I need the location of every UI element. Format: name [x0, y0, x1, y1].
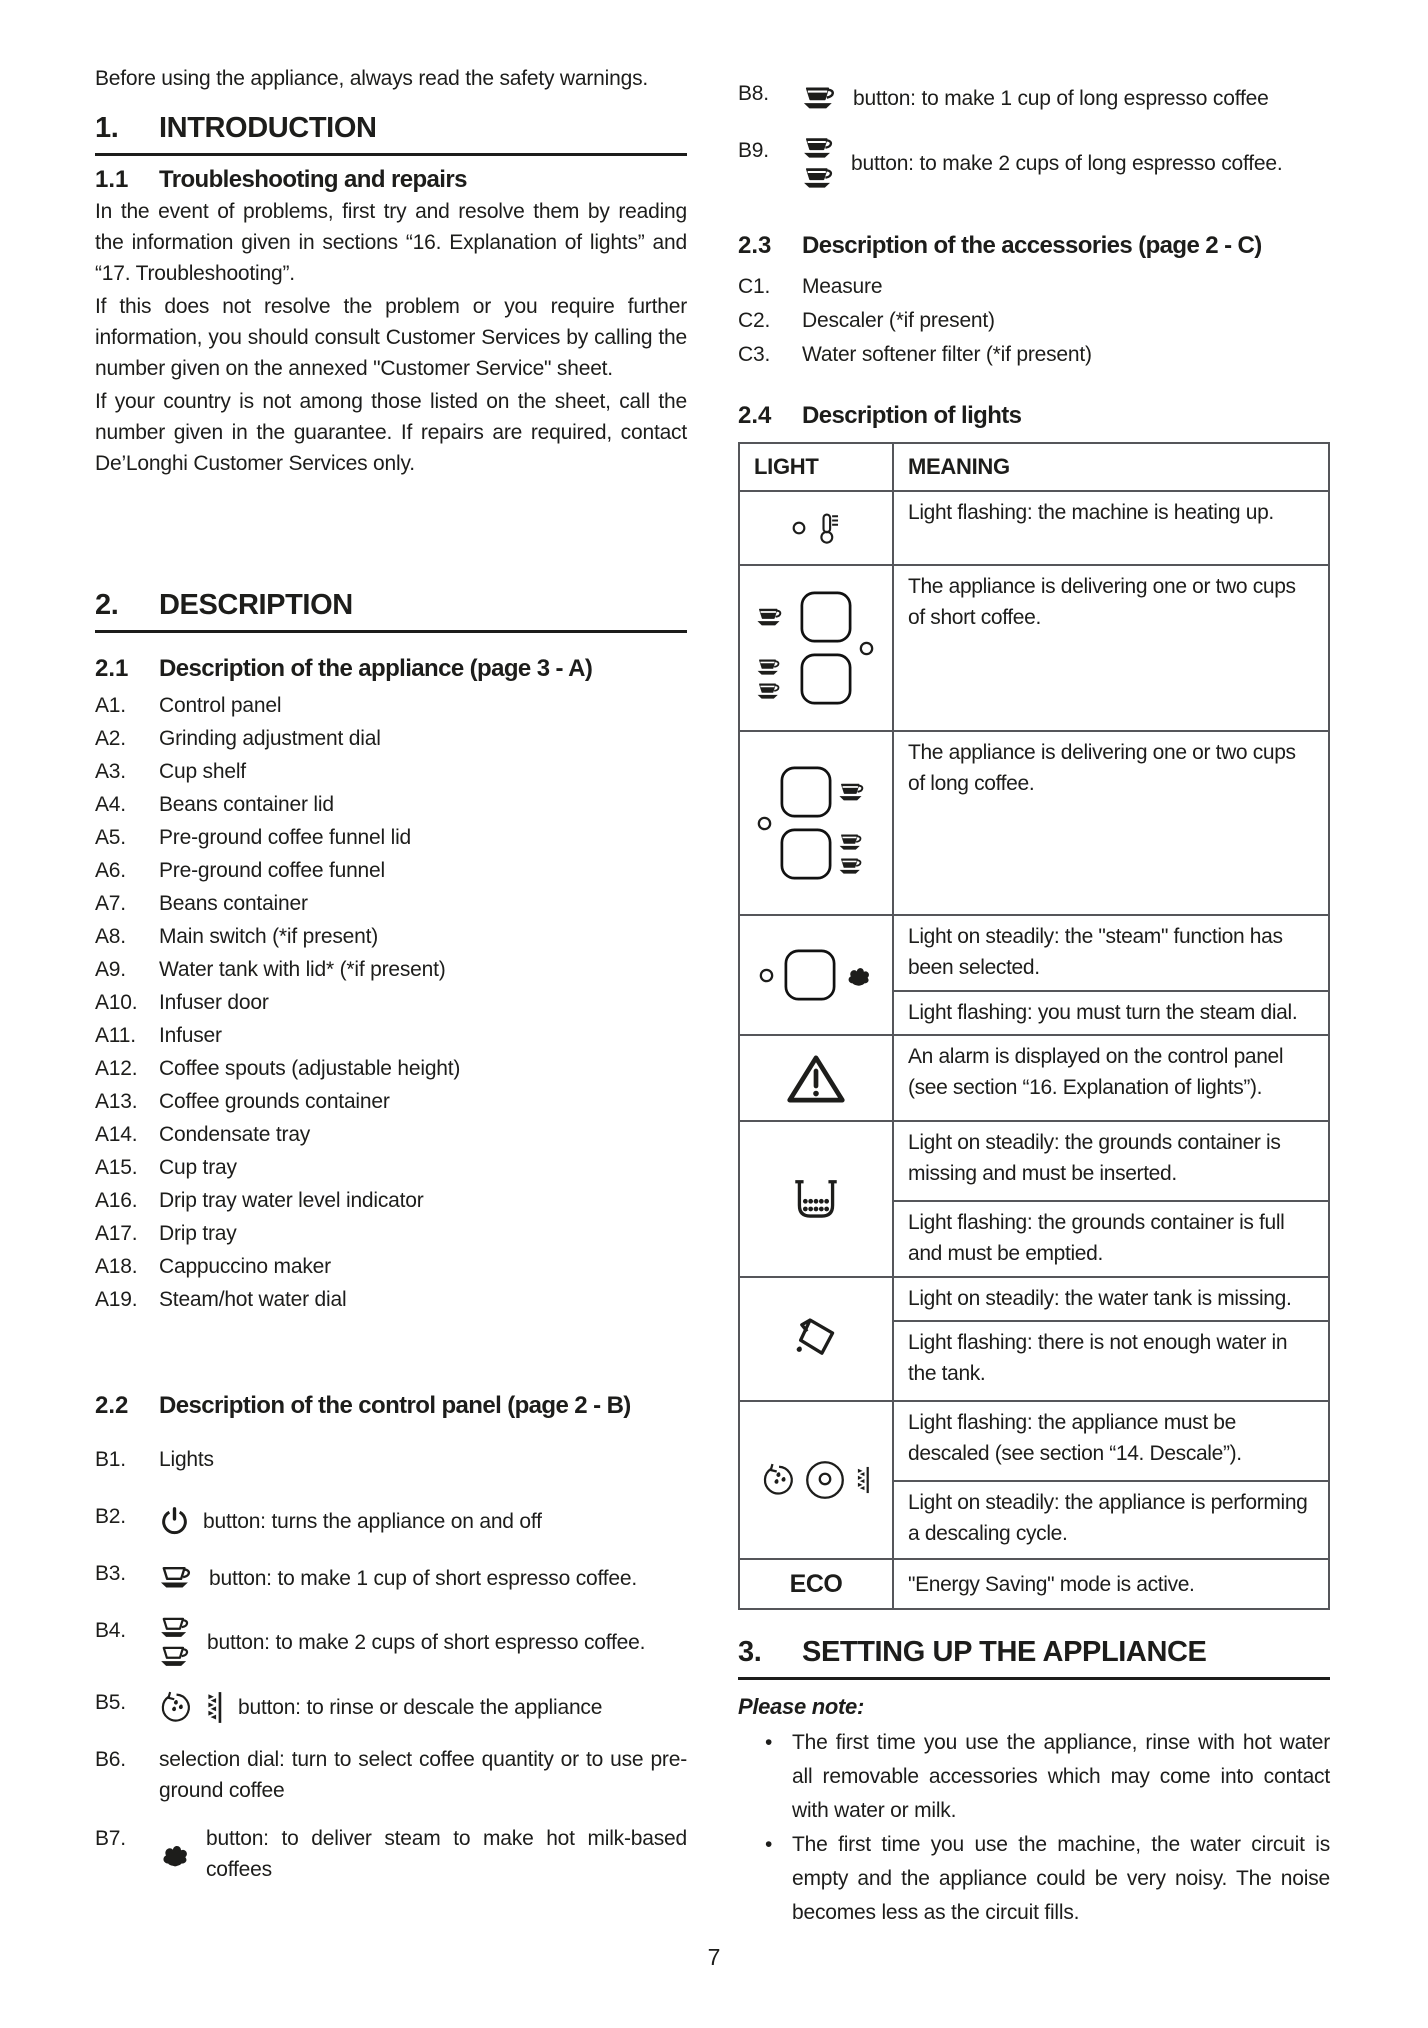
list-item: A4. Beans container lid [95, 793, 334, 816]
dial-icon [802, 1457, 848, 1503]
section-title: SETTING UP THE APPLIANCE [802, 1636, 1207, 1668]
list-item: A19. Steam/hot water dial [95, 1288, 347, 1311]
button-icon [779, 827, 833, 881]
section-2-4-heading [738, 402, 1330, 430]
section-2-heading [95, 589, 687, 633]
list-item: A14. Condensate tray [95, 1123, 311, 1146]
list-item: A18. Cappuccino maker [95, 1255, 331, 1278]
list-item: A9. Water tank with lid* (*if present) [95, 958, 446, 981]
section-title: Troubleshooting and repairs [159, 166, 467, 193]
column-header-light: LIGHT [739, 443, 893, 491]
power-icon [159, 1506, 190, 1537]
meaning-cell: The appliance is delivering one or two cups of long coffee. [893, 731, 1329, 915]
paragraph: If your country is not among those listed on the sheet, call the number given in the guarantee. If repairs are required, contact De’Longhi Customer Services only. [95, 390, 687, 475]
bullet-dot: • [765, 1731, 773, 1754]
one-cup-icon [838, 781, 868, 804]
table-row [739, 491, 1329, 565]
list-item: B4. button: to make 2 cups of short espresso coffee. [95, 1615, 687, 1670]
button-icon [799, 652, 853, 706]
page-number: 7 [707, 1944, 721, 1970]
section-title: Description of the appliance (page 3 - A) [159, 655, 593, 682]
button-icon [779, 765, 833, 819]
list-item: B2. button: turns the appliance on and off [95, 1501, 687, 1541]
section-number: 2.1 [95, 655, 129, 682]
paragraph: In the event of problems, first try and resolve them by reading the information given in sections “16. Explanation of lights” and “17. Troubleshooting”. [95, 200, 687, 285]
right-column [738, 64, 1330, 1930]
table-header-row [739, 443, 1329, 491]
section-2-1-heading [95, 655, 687, 683]
list-item: A12. Coffee spouts (adjustable height) [95, 1057, 461, 1080]
control-panel-list [95, 1444, 687, 1885]
short-coffee-buttons-icon [739, 565, 893, 731]
light-ring-icon [858, 640, 875, 657]
table-row [739, 1121, 1329, 1201]
section-title: Description of the accessories (page 2 - C) [802, 232, 1262, 259]
meaning-cell: The appliance is delivering one or two cups of short coffee. [893, 565, 1329, 731]
accessories-list [738, 270, 1330, 372]
table-row [739, 565, 1329, 731]
eco-light-label: ECO [739, 1559, 893, 1609]
notes-list [738, 1726, 1330, 1930]
two-cups-icon [756, 657, 794, 702]
section-2-3-heading [738, 232, 1330, 260]
table-row [739, 1035, 1329, 1121]
table-row [739, 1277, 1329, 1321]
list-item: A3. Cup shelf [95, 760, 246, 783]
steam-button-icon [739, 915, 893, 1035]
scale-icon [205, 1691, 225, 1724]
list-item: B7. button: to deliver steam to make hot milk-based coffees [95, 1827, 687, 1881]
button-icon [783, 948, 837, 1002]
thermometer-icon [815, 512, 841, 545]
meaning-cell: "Energy Saving" mode is active. [893, 1559, 1329, 1609]
section-title: DESCRIPTION [159, 589, 353, 621]
one-cup-icon [756, 606, 786, 629]
alarm-triangle-icon [739, 1035, 893, 1121]
list-item: A2. Grinding adjustment dial [95, 727, 381, 750]
warning-triangle-icon [785, 1051, 847, 1106]
two-cups-long-icon [802, 135, 838, 192]
please-note-label: Please note: [738, 1694, 865, 1719]
light-ring-icon [758, 967, 775, 984]
descale-icon [159, 1691, 192, 1724]
table-row [739, 731, 1329, 915]
list-item: B1. Lights [95, 1448, 214, 1471]
section-title: Description of lights [802, 402, 1022, 429]
one-cup-short-icon [159, 1564, 196, 1592]
long-coffee-buttons-icon [739, 731, 893, 915]
section-number: 2. [95, 589, 119, 621]
meaning-cell: Light flashing: you must turn the steam dial. [893, 991, 1329, 1035]
steam-icon [159, 1839, 193, 1870]
table-row [739, 1559, 1329, 1609]
section-number: 3. [738, 1636, 762, 1668]
grounds-container-icon [739, 1121, 893, 1277]
control-panel-list-continued [738, 78, 1330, 192]
list-item: A16. Drip tray water level indicator [95, 1189, 424, 1212]
meaning-cell: Light on steadily: the water tank is missing. [893, 1277, 1329, 1321]
meaning-cell: Light flashing: the grounds container is full and must be emptied. [893, 1201, 1329, 1277]
meaning-cell: Light on steadily: the appliance is performing a descaling cycle. [893, 1481, 1329, 1559]
left-column [95, 64, 687, 1902]
lights-table [738, 442, 1330, 1610]
descale-icon [761, 1463, 795, 1497]
section-number: 1.1 [95, 166, 129, 193]
meaning-cell: Light flashing: there is not enough water in the tank. [893, 1321, 1329, 1401]
section-3-heading [738, 1636, 1330, 1680]
table-row [739, 915, 1329, 991]
meaning-cell: Light flashing: the machine is heating up. [893, 491, 1329, 565]
steam-icon [845, 962, 874, 989]
table-row [739, 1401, 1329, 1481]
scale-icon [855, 1466, 872, 1494]
list-item: A17. Drip tray [95, 1222, 237, 1245]
section-title: Description of the control panel (page 2 - B) [159, 1392, 631, 1419]
two-cups-icon [838, 832, 876, 877]
water-tank-icon [739, 1277, 893, 1401]
list-item: C2. Descaler (*if present) [738, 309, 995, 332]
list-item: A11. Infuser [95, 1024, 222, 1047]
two-cups-short-icon [159, 1615, 194, 1670]
section-title: INTRODUCTION [159, 112, 377, 144]
paragraph: If this does not resolve the problem or you require further information, you should consult Customer Services by calling the number given on the annexed "Customer Service" sheet. [95, 295, 687, 380]
list-item: A13. Coffee grounds container [95, 1090, 390, 1113]
heating-light-icon [739, 491, 893, 565]
meaning-cell: An alarm is displayed on the control panel (see section “16. Explanation of lights”). [893, 1035, 1329, 1121]
section-2-2-heading [95, 1392, 687, 1420]
list-item: B9. button: to make 2 cups of long espresso coffee. [738, 135, 1330, 192]
section-number: 2.4 [738, 402, 772, 429]
lead-note: Before using the appliance, always read the safety warnings. [95, 67, 649, 90]
button-icon [799, 590, 853, 644]
list-item: A1. Control panel [95, 694, 282, 717]
section-1-heading [95, 112, 687, 156]
bullet-dot: • [765, 1833, 773, 1856]
list-item: C3. Water softener filter (*if present) [738, 343, 1092, 366]
list-item: B8. button: to make 1 cup of long espresso coffee [738, 78, 1330, 118]
list-item: A5. Pre-ground coffee funnel lid [95, 826, 412, 849]
list-item: A8. Main switch (*if present) [95, 925, 379, 948]
bullet-item: • The first time you use the appliance, rinse with hot water all removable accessories which may come into contact with water or milk. [738, 1726, 1330, 1828]
section-number: 2.2 [95, 1392, 129, 1419]
list-item: A10. Infuser door [95, 991, 269, 1014]
section-number: 2.3 [738, 232, 772, 259]
list-item: C1. Measure [738, 275, 883, 298]
section-number: 1. [95, 112, 119, 144]
list-item: B6. selection dial: turn to select coffee quantity or to use pre-ground coffee [95, 1748, 687, 1802]
light-ring-icon [756, 815, 773, 832]
list-item: A6. Pre-ground coffee funnel [95, 859, 385, 882]
meaning-cell: Light on steadily: the grounds container is missing and must be inserted. [893, 1121, 1329, 1201]
descale-dial-scale-icon [739, 1401, 893, 1559]
appliance-parts-list [95, 689, 687, 1316]
column-header-meaning: MEANING [893, 443, 1329, 491]
one-cup-long-icon [802, 84, 840, 113]
light-ring-icon [791, 520, 807, 536]
section-1-1-heading [95, 166, 687, 194]
list-item: B3. button: to make 1 cup of short espresso coffee. [95, 1558, 687, 1598]
bullet-item: • The first time you use the machine, the water circuit is empty and the appliance could be very noisy. The noise becomes less as the circuit fills. [738, 1828, 1330, 1930]
list-item: B5. button: to rinse or descale the appliance [95, 1687, 687, 1727]
meaning-cell: Light flashing: the appliance must be descaled (see section “14. Descale”). [893, 1401, 1329, 1481]
meaning-cell: Light on steadily: the "steam" function has been selected. [893, 915, 1329, 991]
list-item: A7. Beans container [95, 892, 308, 915]
list-item: A15. Cup tray [95, 1156, 237, 1179]
